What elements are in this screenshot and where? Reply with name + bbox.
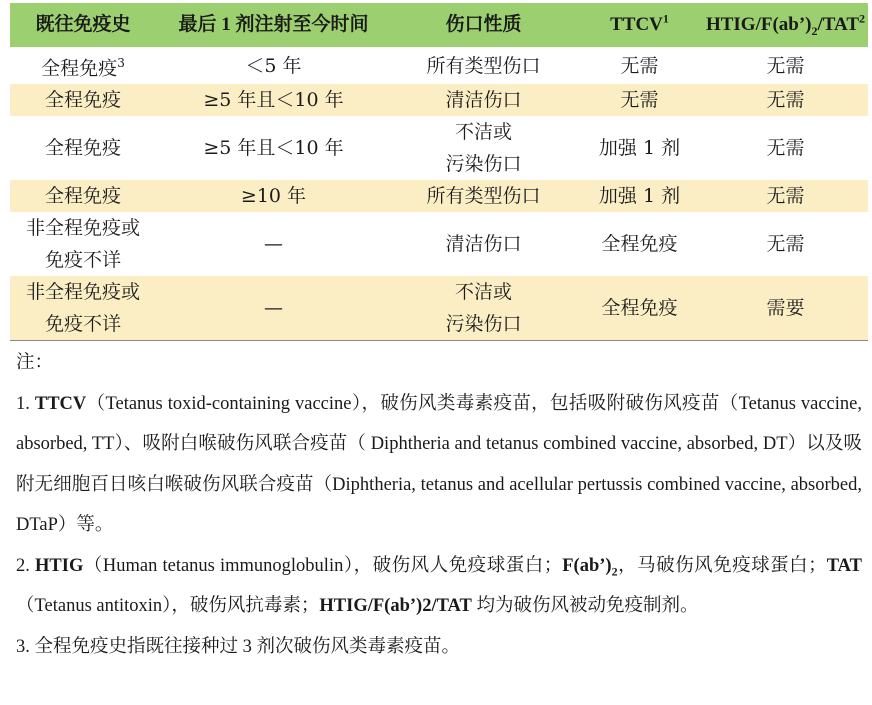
cell-wound: 清洁伤口 xyxy=(445,89,522,112)
cell-wound: 所有类型伤口 xyxy=(426,185,541,208)
cell-ttcv: 加强 1 剂 xyxy=(598,137,681,160)
cell-htig: 需要 xyxy=(766,297,805,320)
table-row xyxy=(10,116,868,180)
table-row xyxy=(10,212,868,276)
cell-history: 全程免疫 xyxy=(44,185,121,208)
header-htig xyxy=(703,3,868,47)
cell-htig: 无需 xyxy=(766,54,805,77)
table-row xyxy=(10,47,868,84)
cell-history: 非全程免疫或 免疫不详 xyxy=(25,217,140,272)
table-header-row xyxy=(10,3,868,47)
header-time-since-last-dose: 最后 1 剂注射至今时间 xyxy=(178,14,369,35)
note-2-term-combined: HTIG/F(ab’)2/TAT xyxy=(319,596,472,616)
cell-ttcv: 无需 xyxy=(620,89,659,112)
cell-htig: 无需 xyxy=(766,185,805,208)
cell-wound: 清洁伤口 xyxy=(445,233,522,256)
header-htig-footnote: 2 xyxy=(859,11,866,26)
cell-time: ≥5 年且＜10 年 xyxy=(203,137,344,160)
note-2: 2. HTIG（Human tetanus immunoglobulin），破伤风人免疫球蛋白；$F(ab’)_2$，马破伤风免疫球蛋白；TAT（Tetanus antitoxin），破伤风抗毒素；HTIG/F(ab’)2/TAT 均为破伤风被动免疫制剂。 xyxy=(16,555,862,616)
note-2-term-tat: TAT xyxy=(826,555,862,576)
notes-heading: 注： xyxy=(16,353,54,373)
cell-htig: 无需 xyxy=(766,233,805,256)
cell-time: ≥5 年且＜10 年 xyxy=(203,89,344,112)
note-3: 3. 全程免疫史指既往接种过 3 剂次破伤风类毒素疫苗。 xyxy=(16,636,461,657)
table-row xyxy=(10,276,868,341)
header-htig-subscript: 2 xyxy=(811,23,818,38)
cell-wound: 不洁或 污染伤口 xyxy=(445,121,522,176)
cell-time: — xyxy=(264,297,283,320)
cell-ttcv: 无需 xyxy=(620,54,659,77)
cell-ttcv: 全程免疫 xyxy=(601,233,678,256)
cell-wound: 不洁或 污染伤口 xyxy=(445,281,522,336)
header-immunization-history: 既往免疫史 xyxy=(35,14,131,35)
tetanus-prophylaxis-table-wrapper xyxy=(10,3,868,341)
cell-time: ＜5 年 xyxy=(245,54,302,77)
cell-htig: 无需 xyxy=(766,137,805,160)
cell-history: 全程免疫 xyxy=(44,89,121,112)
footnotes xyxy=(16,343,862,667)
table-row xyxy=(10,84,868,116)
cell-history: 非全程免疫或 免疫不详 xyxy=(25,281,140,336)
tetanus-prophylaxis-table xyxy=(10,3,868,341)
cell-wound: 所有类型伤口 xyxy=(426,54,541,77)
cell-time: — xyxy=(264,233,283,256)
header-htig-label-a: HTIG/F(ab’) xyxy=(705,14,812,35)
header-ttcv-label: TTCV xyxy=(610,14,663,35)
note-1: 1. TTCV（Tetanus toxid-containing vaccine），破伤风类毒素疫苗，包括吸附破伤风疫苗（Tetanus vaccine, absorbed, TT）、吸附白喉破伤风联合疫苗（ Diphtheria and tetanus combined vaccine, absorbed, DT）以及吸附无细胞百日咳白喉破伤风联合疫苗（Diphtheria, tetanus and acellular pertussis combined vaccine, absorbed, DTaP）等。 xyxy=(16,393,862,535)
cell-history: 全程免疫 xyxy=(44,137,121,160)
note-2-term-htig: HTIG xyxy=(35,555,84,576)
cell-time: ≥10 年 xyxy=(240,185,307,208)
header-htig-label-b: /TAT xyxy=(817,14,860,35)
cell-htig: 无需 xyxy=(766,89,805,112)
footnote-marker: 3 xyxy=(117,56,125,70)
table-row xyxy=(10,180,868,212)
note-2-term-fab: $F(ab’)_2$ xyxy=(562,555,618,579)
header-ttcv-footnote: 1 xyxy=(662,11,669,26)
cell-history: 全程免疫$^3$ xyxy=(41,56,125,80)
header-wound-type: 伤口性质 xyxy=(445,14,522,35)
cell-ttcv: 加强 1 剂 xyxy=(598,185,681,208)
cell-ttcv: 全程免疫 xyxy=(601,297,678,320)
note-1-term: TTCV xyxy=(34,393,87,414)
header-ttcv xyxy=(576,3,703,47)
